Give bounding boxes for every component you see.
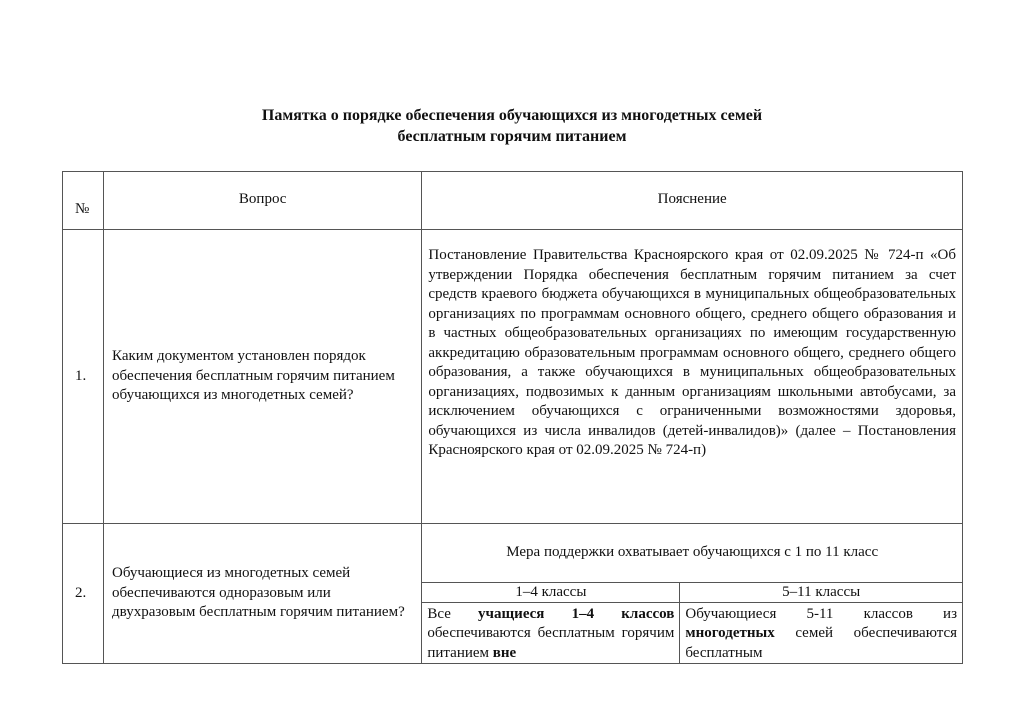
subcol-body-1-4: Все учащиеся 1–4 классов обеспечиваются бесплатным горячим питанием вне bbox=[422, 603, 680, 664]
row-question: Каким документом установлен порядок обеспечения бесплатным горячим питанием обучающихся из многодетных семей? bbox=[104, 230, 422, 524]
title-line-2: бесплатным горячим питанием bbox=[397, 128, 627, 145]
header-question: Вопрос bbox=[104, 172, 422, 230]
answer-subtable bbox=[422, 524, 962, 663]
class-split bbox=[422, 583, 962, 664]
row-number: 2. bbox=[63, 524, 104, 664]
header-number: № bbox=[63, 172, 104, 230]
row-answer: Постановление Правительства Красноярского края от 02.09.2025 № 724-п «Об утверждении Порядка обеспечения бесплатным горячим питанием за счет средств краевого бюджета обучающихся в муниципальных общеобразовательных организациях по программам основного общего, среднего общего образования и в частных общеобразовательных организациях по имеющим государственную аккредитацию образовательным программам основного общего, среднего общего образования, а также обучающихся в муниципальных общеобразовательных организациях, подвозимых к данным организациям школьными автобусами, за исключением обучающихся с ограниченными возможностями здоровья, обучающихся из числа инвалидов (детей-инвалидов)» (далее – Постановления Красноярского края от 02.09.2025 № 724-п) bbox=[422, 230, 963, 524]
subcol-header-1-4: 1–4 классы bbox=[422, 583, 680, 603]
header-explanation: Пояснение bbox=[422, 172, 963, 230]
table-row bbox=[63, 524, 963, 664]
subcol-body-5-11: Обучающиеся 5-11 классов из многодетных семей обеспечиваются бесплатным bbox=[685, 605, 957, 661]
row-answer bbox=[422, 524, 963, 664]
faq-table bbox=[62, 171, 963, 664]
subcol-header-5-11: 5–11 классы bbox=[680, 583, 962, 603]
document-title bbox=[0, 105, 1024, 147]
title-line-1: Памятка о порядке обеспечения обучающихся из многодетных семей bbox=[261, 107, 763, 124]
answer-header: Мера поддержки охватывает обучающихся с 1 по 11 класс bbox=[422, 524, 962, 583]
row-number: 1. bbox=[63, 230, 104, 524]
table-row bbox=[63, 230, 963, 524]
row-question: Обучающиеся из многодетных семей обеспечиваются одноразовым или двухразовым бесплатным горячим питанием? bbox=[104, 524, 422, 664]
table-header-row bbox=[63, 172, 963, 230]
